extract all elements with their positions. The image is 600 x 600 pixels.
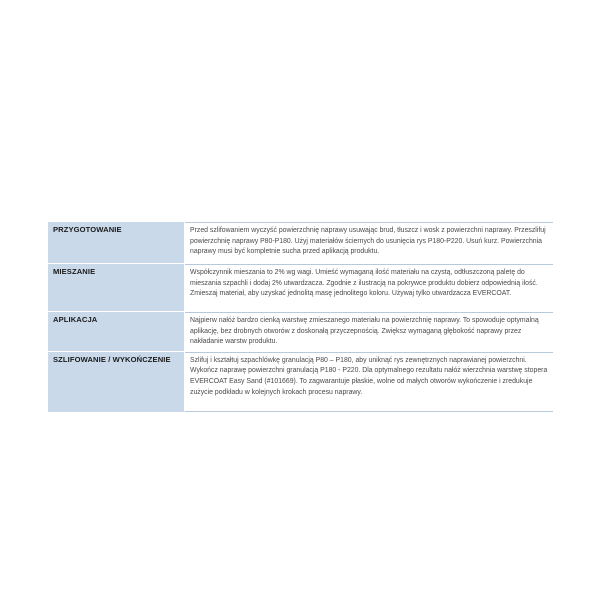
table-row (48, 352, 553, 412)
row-label-cell (48, 352, 185, 412)
row-label-sanding-finishing: SZLIFOWANIE / WYKOŃCZENIE (53, 354, 171, 364)
row-description-cell (185, 264, 553, 312)
row-label-preparation: PRZYGOTOWANIE (53, 225, 122, 234)
row-description-cell (185, 352, 553, 412)
row-description-preparation: Przed szlifowaniem wyczyść powierzchnię naprawy usuwając brud, tłuszcz i wosk z powierzchni naprawy. Przeszlifuj powierzchnię naprawy P80-P180. Użyj materiałów ściernych do usunięcia rys P180-P220. Usuń kurz. Powierzchnia naprawy musi być kompletnie sucha przed aplikacją produktu. (190, 227, 546, 256)
row-description-application: Najpierw nałóż bardzo cienką warstwę zmieszanego materiału na powierzchnię naprawy. To spowoduje optymalną aplikację, bez drobnych otworów z doskonałą przyczepnością. Zwiększ wymaganą głębokość naprawy przez nakładanie warstw produktu. (190, 317, 539, 346)
row-description-cell (185, 222, 553, 264)
row-description-cell (185, 312, 553, 352)
row-label-mixing: MIESZANIE (53, 267, 96, 276)
application-instructions-table (48, 222, 553, 412)
row-description-mixing: Współczynnik mieszania to 2% wg wagi. Umieść wymaganą ilość materiału na czystą, odtłuszczoną paletę do mieszania szpachli i dodaj 2% utwardzacza. Zgodnie z ilustracją na pokrywce produktu dobierz odpowiednią ilość. Zmieszaj materiał, aby uzyskać jednolitą masę jednolitego koloru. Używaj tylko utwardzacza EVERCOAT. (190, 269, 538, 298)
table-row (48, 264, 553, 312)
row-label-cell (48, 264, 185, 312)
row-label-application: APLIKACJA (53, 315, 98, 324)
row-description-sanding-finishing: Szlifuj i kształtuj szpachlówkę granulacją P80 – P180, aby uniknąć rys zewnętrznych naprawianej powierzchni. Wykończ naprawę powierzchni granulacją P180 - P220. Dla optymalnego rezultatu nałóż wierzchnia warstwę stopera EVERCOAT Easy Sand (#101669). To zagwarantuje płaskie, wolne od małych otworów wykończenie i zredukuje zużycie podkładu w kolejnych krokach procesu naprawy. (190, 356, 548, 396)
table-row (48, 312, 553, 352)
product-spec-sheet (48, 222, 553, 412)
table-row (48, 222, 553, 264)
row-label-cell (48, 312, 185, 352)
row-label-cell (48, 222, 185, 264)
